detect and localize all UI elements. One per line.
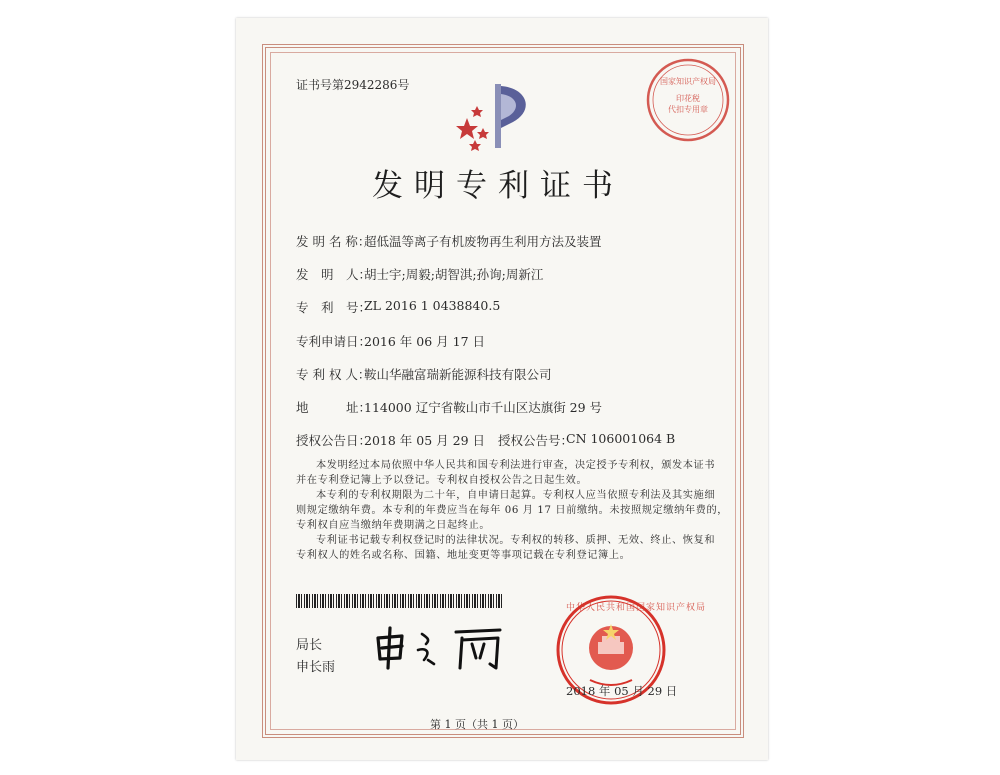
body-line: 本发明经过本局依照中华人民共和国专利法进行审查，决定授予专利权，颁发本证书: [316, 460, 716, 471]
address-label: 地 址：: [296, 400, 372, 415]
body-line: 本专利的专利权期限为二十年，自申请日起算。专利权人应当依照专利法及其实施细: [316, 490, 716, 501]
tax-stamp: [644, 56, 732, 144]
logo-bar: [495, 84, 501, 148]
announce-number-label: 授权公告号：: [498, 433, 574, 448]
invention-name-label: 发 明 名 称：: [296, 234, 371, 249]
logo-star-large: [456, 118, 478, 139]
announce-date-label: 授权公告日：: [296, 433, 372, 448]
body-line: 专利权人的姓名或名称、国籍、地址变更等事项记载在专利登记簿上。: [296, 550, 631, 561]
tax-stamp-text: 国家知识产权局: [660, 77, 716, 86]
inventors-value: 胡士宇;周毅;胡智淇;孙询;周新江: [364, 267, 544, 282]
certificate-title: 发明专利证书: [372, 168, 624, 204]
body-line: 专利权自应当缴纳年费期满之日起终止。: [296, 520, 491, 531]
patent-number-value: ZL 2016 1 0438840.5: [364, 298, 501, 313]
body-line: 并在专利登记簿上予以登记。专利权自授权公告之日起生效。: [296, 475, 588, 486]
director-name: 申长雨: [296, 660, 336, 675]
tax-stamp-inner-1: 印花税: [676, 94, 700, 103]
seal-date: 2018 年 05 月 29 日: [566, 684, 678, 698]
barcode: [296, 594, 504, 608]
logo-star: [477, 128, 489, 139]
certificate-number: 证书号第2942286号: [296, 78, 410, 92]
announce-date-value: 2018 年 05 月 29 日: [364, 433, 485, 448]
patent-number-label: 专 利 号：: [296, 300, 372, 315]
invention-name-value: 超低温等离子有机废物再生利用方法及装置: [364, 234, 602, 249]
director-title: 局长: [296, 638, 323, 653]
seal-text: 中华人民共和国国家知识产权局: [566, 603, 707, 613]
body-line: 专利证书记载专利权登记时的法律状况。专利权的转移、质押、无效、终止、恢复和: [316, 535, 716, 546]
filing-date-value: 2016 年 06 月 17 日: [364, 334, 485, 349]
logo-star: [469, 140, 481, 151]
director-signature: [372, 624, 512, 670]
body-line: 则规定缴纳年费。本专利的年费应当在每年 06 月 17 日前缴纳。未按照规定缴纳年费的，: [296, 505, 729, 516]
patentee-value: 鞍山华融富瑞新能源科技有限公司: [364, 367, 552, 382]
page-footer: 第 1 页（共 1 页）: [430, 718, 524, 731]
filing-date-label: 专利申请日：: [296, 334, 372, 349]
announce-number-value: CN 106001064 B: [566, 431, 676, 446]
patent-office-logo: [455, 80, 545, 152]
patentee-label: 专 利 权 人：: [296, 367, 371, 382]
inventors-label: 发 明 人：: [296, 267, 372, 282]
address-value: 114000 辽宁省鞍山市千山区达旗街 29 号: [364, 400, 603, 415]
logo-star: [471, 106, 483, 117]
tax-stamp-inner-2: 代扣专用章: [668, 105, 708, 114]
